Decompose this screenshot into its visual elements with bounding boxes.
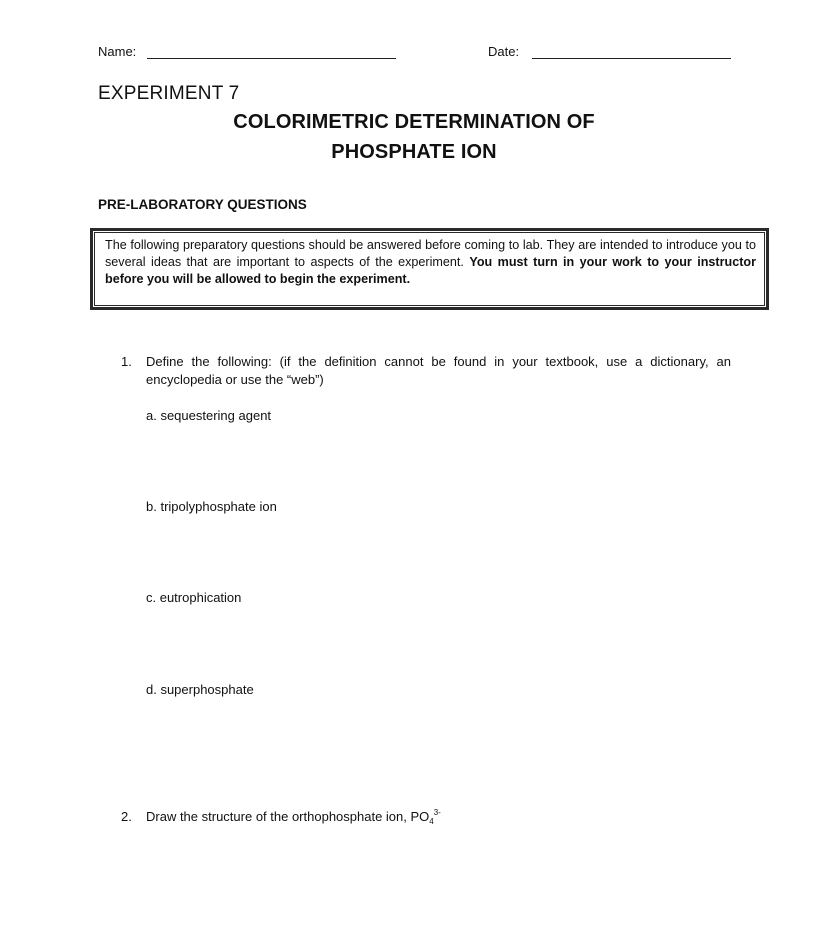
question-1-item-b: b. tripolyphosphate ion (146, 499, 277, 514)
question-2-text-main: Draw the structure of the orthophosphate ion, PO (146, 809, 430, 824)
notice-text: The following preparatory questions should be answered before coming to lab. They are intended to introduce you to several ideas that are important to aspects of the experiment. (105, 238, 756, 269)
question-2-subscript: 4 (429, 817, 434, 826)
page-title-line-1: COLORIMETRIC DETERMINATION OF (233, 111, 595, 133)
date-field-line[interactable] (532, 58, 731, 59)
experiment-label: EXPERIMENT 7 (98, 83, 240, 104)
name-label: Name: (98, 44, 137, 59)
question-1-item-a: a. sequestering agent (146, 408, 272, 423)
notice-box (90, 228, 769, 310)
date-label: Date: (488, 44, 520, 59)
question-1-number: 1. (121, 354, 132, 369)
question-1-text: Define the following: (if the definition cannot be found in your textbook, use a dictionary, an encyclopedia or use the “web”) (146, 354, 731, 387)
name-field-line[interactable] (147, 58, 396, 59)
section-heading: PRE-LABORATORY QUESTIONS (98, 197, 307, 212)
question-1-item-d: d. superphosphate (146, 682, 254, 697)
question-2-number: 2. (121, 809, 132, 824)
question-2-text (146, 808, 731, 826)
notice-bold-text: You must turn in your work to your instructor before you will be allowed to begin the experiment. (105, 255, 757, 286)
page-title-line-2: PHOSPHATE ION (331, 141, 497, 163)
question-2-superscript: 3- (433, 808, 441, 817)
question-1-item-c: c. eutrophication (146, 590, 242, 605)
